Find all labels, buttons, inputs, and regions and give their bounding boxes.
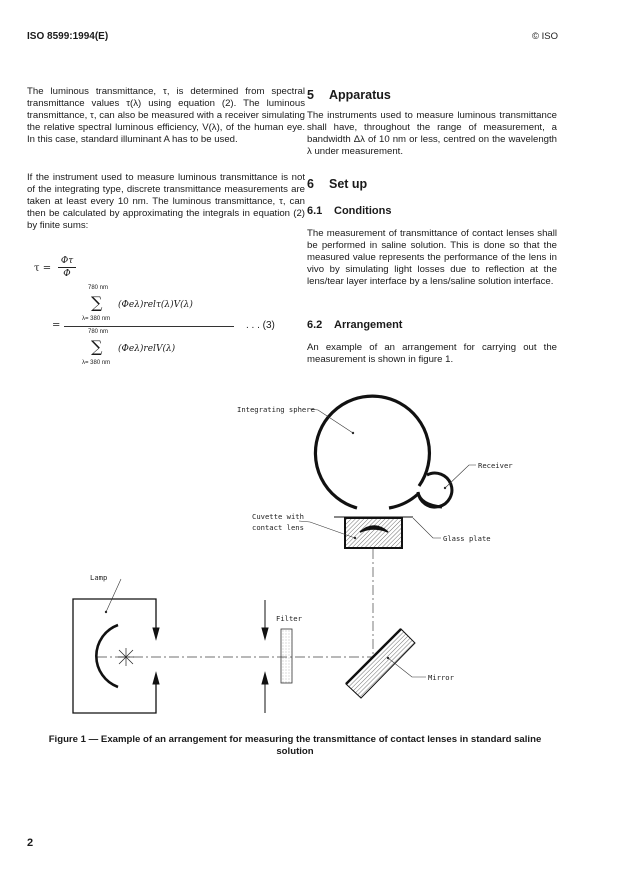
sum-upper: 780 nm [88, 285, 109, 291]
section-title: Arrangement [334, 319, 403, 331]
paragraph-apparatus: The instruments used to measure luminous transmittance shall have, throughout the range of measurement, a bandwidth Δλ of 10 nm or less, centred on the wavelength λ under measurement. [307, 110, 557, 158]
section-number: 5 [307, 88, 314, 102]
cuvette [345, 518, 402, 548]
label-lamp: Lamp [90, 573, 108, 582]
label-glass-plate: Glass plate [443, 534, 491, 543]
sigma-icon: ∑ [91, 337, 103, 356]
section-number: 6.2 [307, 319, 323, 331]
equation-number: . . . (3) [246, 320, 275, 331]
section-number: 6.1 [307, 205, 323, 217]
lamp-filament-icon [118, 648, 134, 666]
label-cuvette-line1: Cuvette with [252, 512, 304, 521]
label-mirror: Mirror [428, 673, 454, 682]
eq-frac-num: Φτ [58, 256, 76, 268]
sigma-icon: ∑ [91, 293, 103, 312]
label-receiver: Receiver [478, 461, 513, 470]
copyright: © ISO [531, 31, 558, 42]
integrating-sphere [315, 396, 429, 508]
filter [281, 629, 292, 683]
page-number: 2 [27, 837, 34, 849]
section-title: Conditions [334, 205, 392, 217]
eq-frac-den: Φ [63, 269, 71, 279]
label-cuvette-line2: contact lens [252, 523, 304, 532]
document-id: ISO 8599:1994(E) [27, 31, 109, 42]
lamp-reflector [96, 625, 118, 687]
eq-sign: = [52, 320, 61, 331]
paragraph-arrangement: An example of an arrangement for carrying out the measurement is shown in figure 1. [307, 342, 557, 366]
aperture-arrows [153, 600, 268, 713]
label-integrating-sphere: Integrating sphere [237, 405, 315, 414]
mirror [346, 629, 415, 698]
denominator-term: (Φeλ)relV(λ) [118, 344, 176, 354]
label-filter: Filter [276, 614, 302, 623]
paragraph-conditions: The measurement of transmittance of contact lenses shall be performed in saline solution. This is done so that the measured value represents the performance of the lens in vivo by simulating light losses due to reflection at the lens/tear layer interface by a lens/saline solution interface. [307, 228, 557, 288]
lamp-housing [73, 599, 156, 713]
optical-axis [97, 549, 373, 657]
section-title: Set up [329, 177, 368, 191]
sum-upper: 780 nm [88, 329, 109, 335]
figure-caption: Figure 1 — Example of an arrangement for measuring the transmittance of contact lenses in standard saline solution [48, 734, 542, 757]
numerator-term: (Φeλ)relτ(λ)V(λ) [118, 300, 193, 310]
section-title: Apparatus [329, 88, 391, 102]
paragraph-luminous-transmittance: The luminous transmittance, τ, is determined from spectral transmittance values τ(λ) using equation (2). The luminous transmittance, τ, can also be measured with a receiver simulating the relative spectral luminous efficiency, V(λ), of the human eye. In this case, standard illuminant A has to be used. [27, 86, 305, 146]
sum-lower: λ= 380 nm [82, 360, 111, 366]
sum-lower: λ= 380 nm [82, 316, 111, 322]
eq-lhs: τ = [34, 263, 52, 274]
paragraph-finite-sums: If the instrument used to measure luminous transmittance is not of the integrating type, discrete transmittance measurements are taken at least every 10 nm. The luminous transmittance, τ, can then be calculated by approximating the integrals in equation (2) by finite sums: [27, 172, 305, 232]
section-number: 6 [307, 177, 314, 191]
